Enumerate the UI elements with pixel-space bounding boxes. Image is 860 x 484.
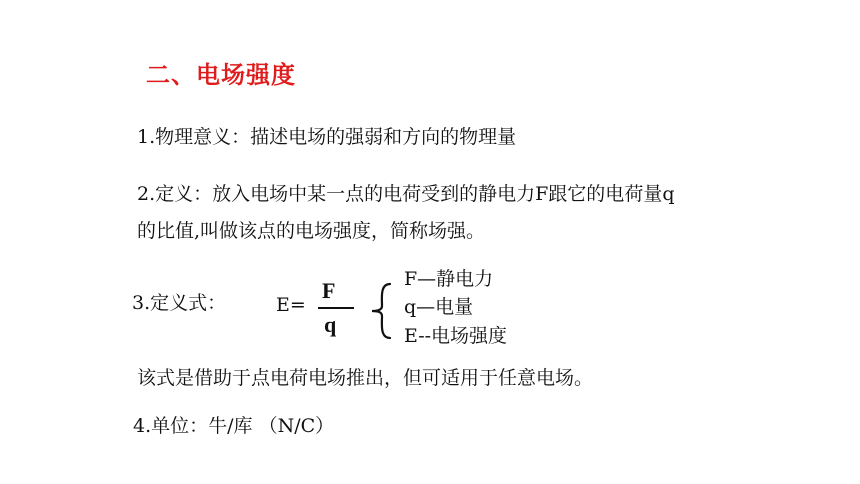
definition-line-2: 的比值,叫做该点的电场强度，简称场强。: [137, 220, 486, 242]
physical-meaning-line: 1.物理意义：描述电场的强弱和方向的物理量: [137, 126, 517, 148]
formula-denominator: q: [324, 312, 337, 337]
definition-line-1: 2.定义：放入电场中某一点的电荷受到的静电力F跟它的电荷量q: [137, 183, 675, 205]
left-brace-icon: [368, 282, 394, 340]
applicability-note: 该式是借助于点电荷电场推出，但可适用于任意电场。: [137, 367, 594, 389]
unit-line: 4.单位：牛/库 （N/C）: [133, 415, 335, 437]
fraction-bar: [318, 307, 354, 309]
legend-item-charge: q—电量: [404, 296, 474, 318]
formula-label: 3.定义式：: [132, 292, 227, 314]
legend-item-field: E--电场强度: [404, 325, 508, 347]
formula-lhs: E=: [276, 294, 306, 316]
legend-item-force: F—静电力: [404, 268, 494, 290]
section-title: 二、电场强度: [146, 61, 296, 89]
formula-numerator: F: [322, 278, 336, 303]
